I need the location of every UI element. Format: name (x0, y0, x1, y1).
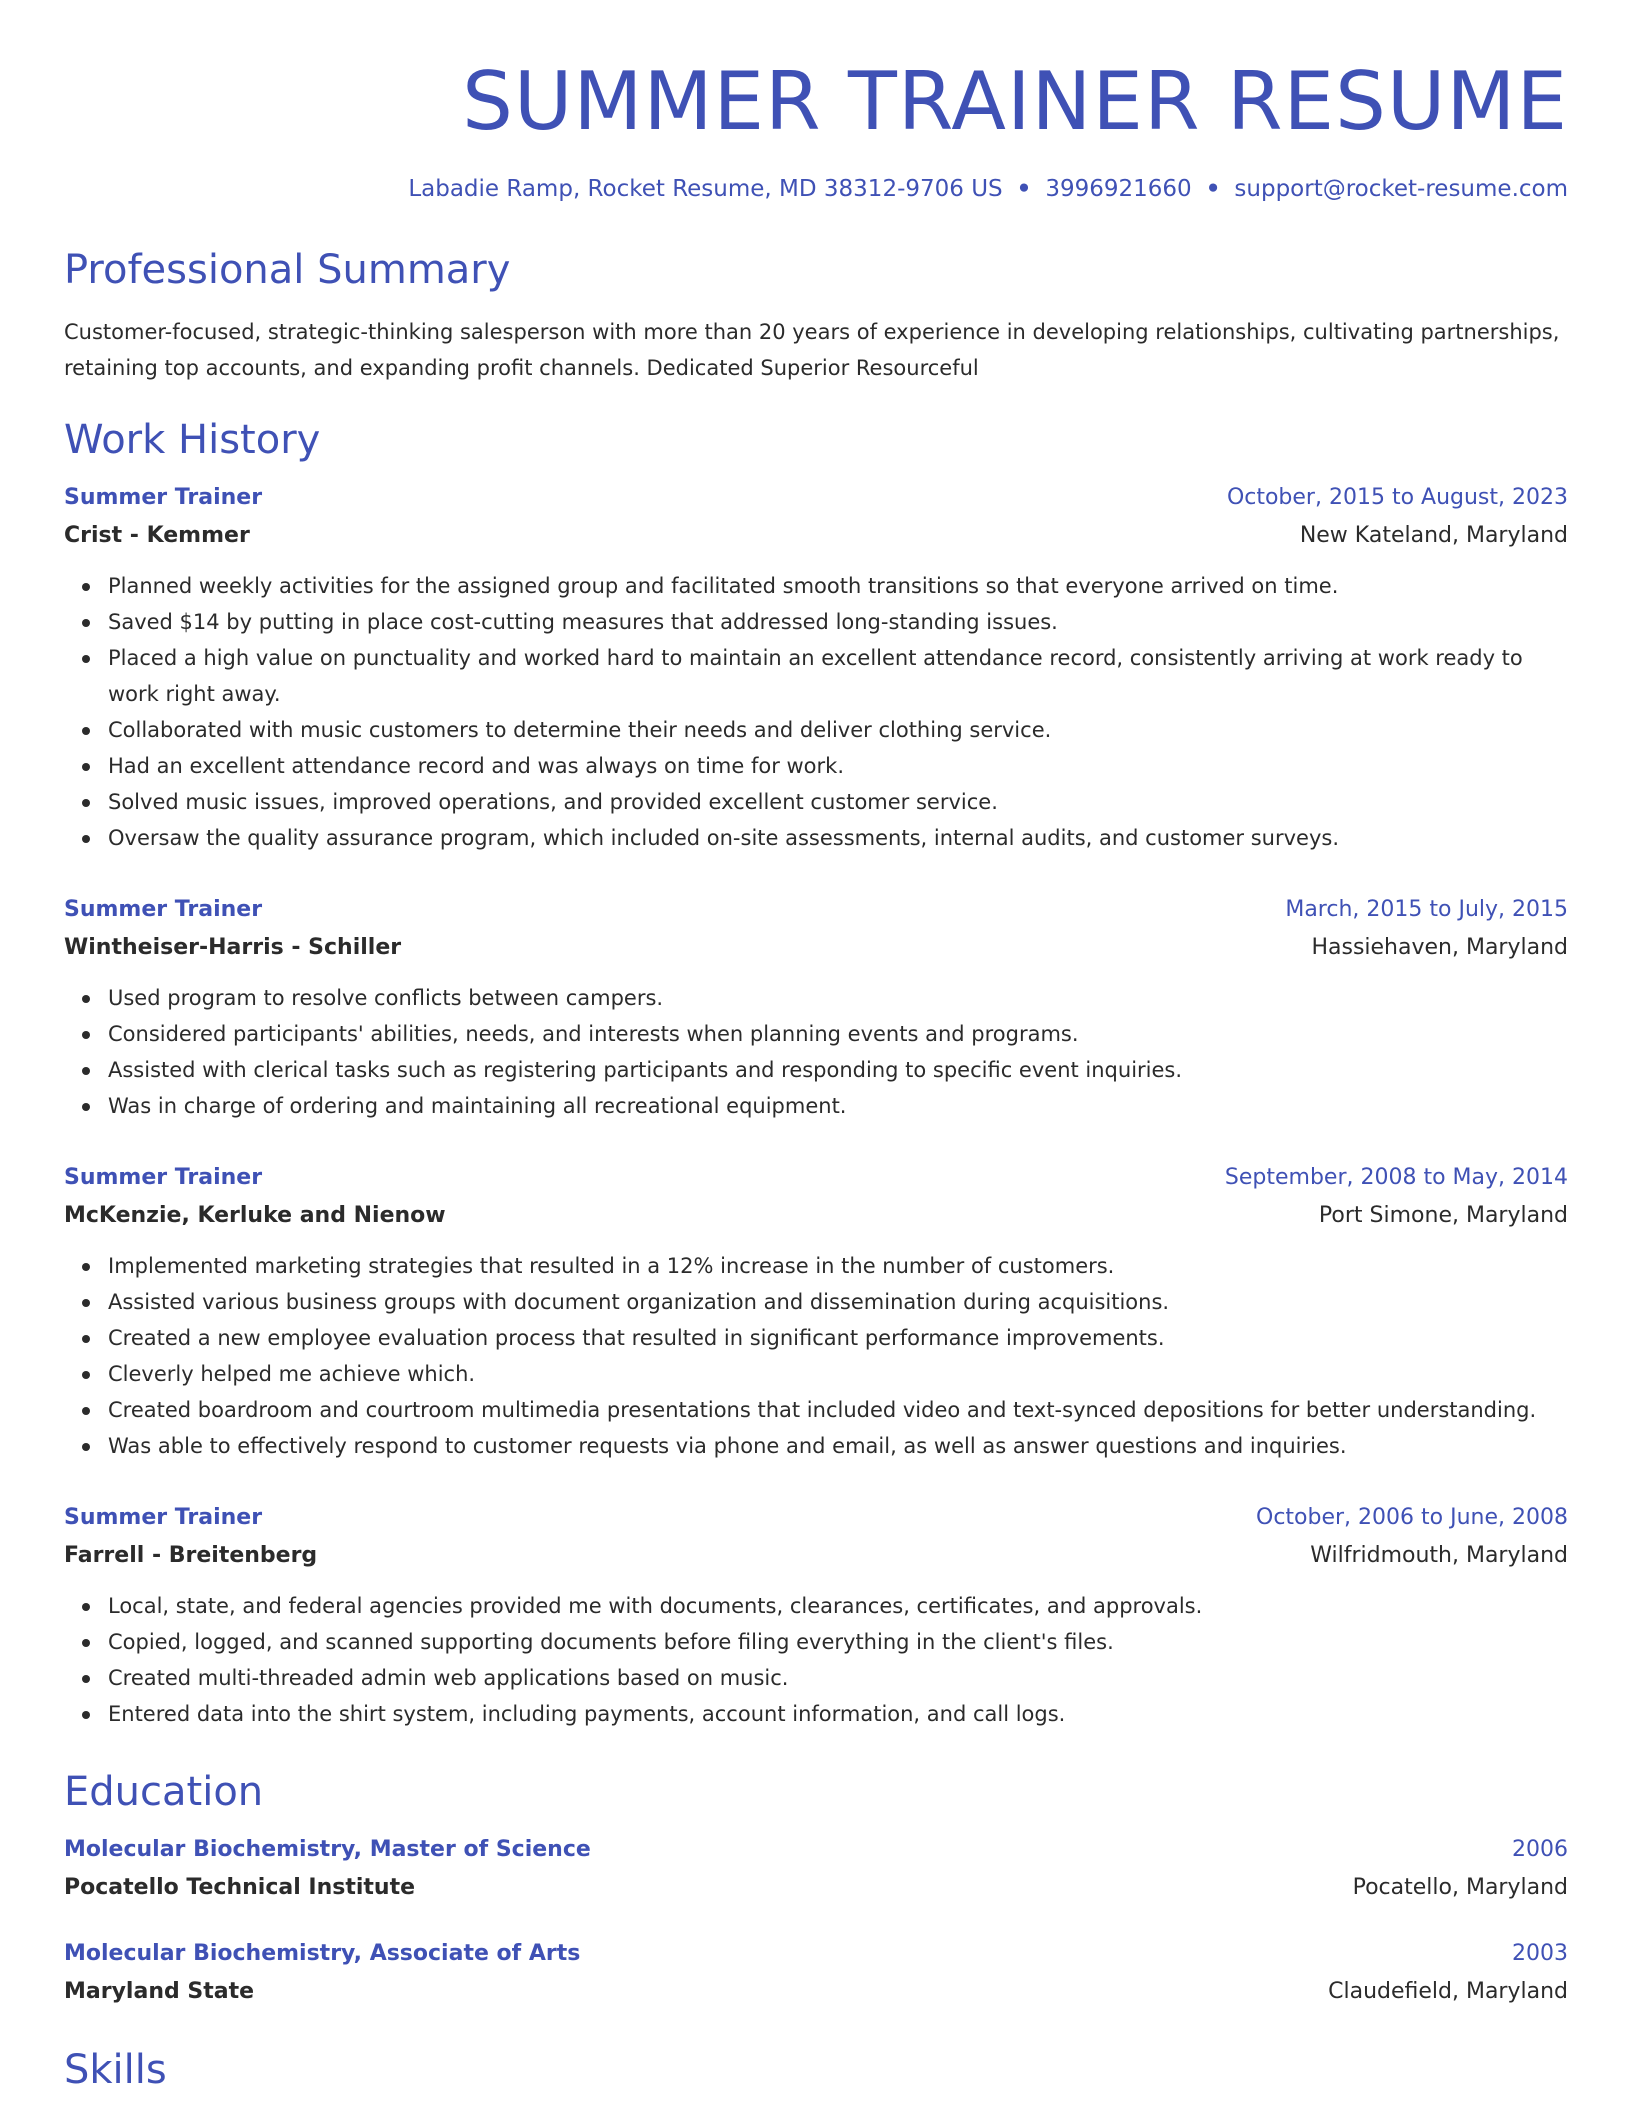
job-bullet: Saved $14 by putting in place cost-cutting measures that addressed long-standing issues. (108, 604, 1568, 640)
job-entry (64, 1160, 1568, 1464)
job-dates: September, 2008 to May, 2014 (1224, 1165, 1568, 1190)
skills-heading: Skills (64, 2047, 167, 2093)
job-role: Summer Trainer (64, 1165, 263, 1190)
work-history-list (64, 480, 1568, 1732)
contact-phone: 3996921660 (1045, 176, 1192, 202)
education-year: 2003 (1512, 1941, 1568, 1966)
job-bullet: Entered data into the shirt system, including payments, account information, and call logs. (108, 1696, 1568, 1732)
job-bullet: Considered participants' abilities, needs, and interests when planning events and programs. (108, 1016, 1568, 1052)
education-entry (64, 1936, 1568, 2012)
job-dates: October, 2006 to June, 2008 (1256, 1505, 1568, 1530)
job-role: Summer Trainer (64, 485, 263, 510)
job-company: McKenzie, Kerluke and Nienow (64, 1203, 446, 1228)
job-bullet: Placed a high value on punctuality and worked hard to maintain an excellent attendance record, consistently arriving at work ready to work right away. (108, 640, 1568, 712)
job-bullet: Had an excellent attendance record and was always on time for work. (108, 748, 1568, 784)
job-bullets (64, 1588, 1568, 1732)
education-degree: Molecular Biochemistry, Master of Science (64, 1837, 591, 1862)
summary-heading: Professional Summary (64, 247, 511, 293)
job-role: Summer Trainer (64, 897, 263, 922)
job-bullet: Copied, logged, and scanned supporting documents before filing everything in the client's files. (108, 1624, 1568, 1660)
job-bullet: Solved music issues, improved operations, and provided excellent customer service. (108, 784, 1568, 820)
job-entry (64, 1500, 1568, 1732)
resume-page (64, 52, 1568, 2096)
job-company: Farrell - Breitenberg (64, 1543, 318, 1568)
resume-header (64, 52, 1568, 204)
summary-text: Customer-focused, strategic-thinking salesperson with more than 20 years of experience in developing relationships, cultivating partnerships, retaining top accounts, and expanding profit channels. Dedicated Superior Resourceful (64, 320, 1560, 380)
contact-separator: • (1205, 176, 1221, 202)
job-bullet: Planned weekly activities for the assigned group and facilitated smooth transitions so that everyone arrived on time. (108, 568, 1568, 604)
job-bullet: Implemented marketing strategies that resulted in a 12% increase in the number of customers. (108, 1248, 1568, 1284)
education-location: Pocatello, Maryland (1352, 1875, 1568, 1900)
job-location: Port Simone, Maryland (1318, 1203, 1568, 1228)
job-location: New Kateland, Maryland (1299, 523, 1568, 548)
contact-line (64, 174, 1568, 204)
education-year: 2006 (1512, 1837, 1568, 1862)
job-bullet: Was able to effectively respond to customer requests via phone and email, as well as answer questions and inquiries. (108, 1428, 1568, 1464)
job-dates: October, 2015 to August, 2023 (1226, 485, 1568, 510)
job-company: Wintheiser-Harris - Schiller (64, 935, 402, 960)
job-bullet: Used program to resolve conflicts between campers. (108, 980, 1568, 1016)
education-school: Pocatello Technical Institute (64, 1875, 416, 1900)
job-entry (64, 892, 1568, 1124)
resume-title: SUMMER TRAINER RESUME (462, 55, 1568, 148)
job-bullets (64, 568, 1568, 856)
education-location: Claudefield, Maryland (1328, 1979, 1568, 2004)
job-bullets (64, 1248, 1568, 1464)
contact-address: Labadie Ramp, Rocket Resume, MD 38312-9706 US (408, 176, 1003, 202)
job-entry (64, 480, 1568, 856)
education-entry (64, 1832, 1568, 1908)
job-bullet: Oversaw the quality assurance program, which included on-site assessments, internal audits, and customer surveys. (108, 820, 1568, 856)
contact-email[interactable]: support@rocket-resume.com (1234, 176, 1568, 202)
job-bullets (64, 980, 1568, 1124)
job-bullet: Created boardroom and courtroom multimedia presentations that included video and text-synced depositions for better understanding. (108, 1392, 1568, 1428)
job-bullet: Assisted with clerical tasks such as registering participants and responding to specific event inquiries. (108, 1052, 1568, 1088)
education-heading: Education (64, 1769, 264, 1815)
contact-separator: • (1016, 176, 1032, 202)
job-location: Hassiehaven, Maryland (1311, 935, 1568, 960)
job-company: Crist - Kemmer (64, 523, 250, 548)
education-degree: Molecular Biochemistry, Associate of Arts (64, 1941, 581, 1966)
job-bullet: Collaborated with music customers to determine their needs and deliver clothing service. (108, 712, 1568, 748)
job-role: Summer Trainer (64, 1505, 263, 1530)
work-history-heading: Work History (64, 417, 321, 463)
job-bullet: Created multi-threaded admin web applications based on music. (108, 1660, 1568, 1696)
job-bullet: Local, state, and federal agencies provided me with documents, clearances, certificates, and approvals. (108, 1588, 1568, 1624)
job-dates: March, 2015 to July, 2015 (1285, 897, 1568, 922)
education-school: Maryland State (64, 1979, 255, 2004)
job-bullet: Cleverly helped me achieve which. (108, 1356, 1568, 1392)
job-bullet: Was in charge of ordering and maintaining all recreational equipment. (108, 1088, 1568, 1124)
job-location: Wilfridmouth, Maryland (1310, 1543, 1568, 1568)
job-bullet: Assisted various business groups with document organization and dissemination during acquisitions. (108, 1284, 1568, 1320)
job-bullet: Created a new employee evaluation process that resulted in significant performance improvements. (108, 1320, 1568, 1356)
